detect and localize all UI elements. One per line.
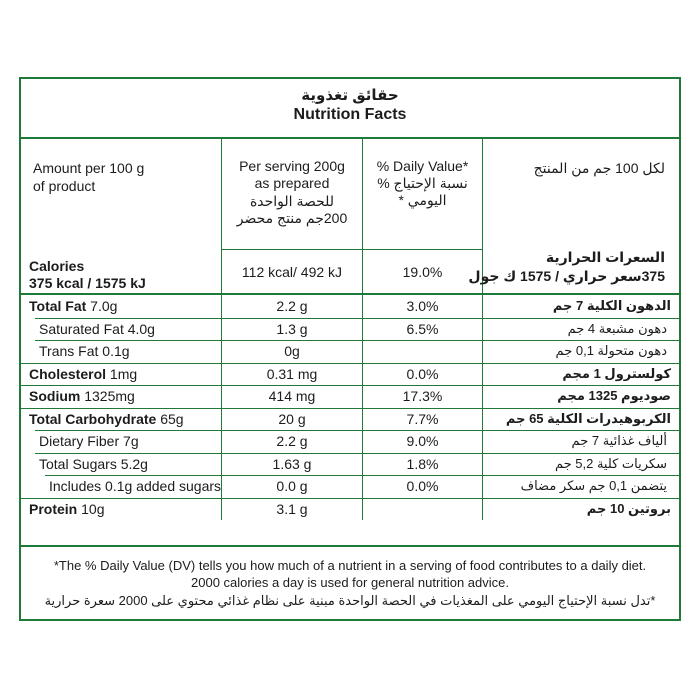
- nutrient-amount: 1mg: [106, 365, 138, 382]
- title-arabic: حقائق تغذوية: [301, 87, 399, 104]
- row-divider: [21, 385, 679, 386]
- serving-label-arabic-line1: للحصة الواحدة: [249, 193, 335, 209]
- nutrient-daily-value: 17.3%: [402, 388, 443, 404]
- serving-label-line1: Per serving 200g: [239, 158, 345, 174]
- nutrient-name-arabic: سكريات كلية 5,2 جم: [554, 455, 667, 471]
- calories-label: Calories: [29, 258, 85, 274]
- amount-per-label-arabic: لكل 100 جم من المنتج: [533, 160, 665, 176]
- nutrient-label: Total Carbohydrate: [29, 410, 157, 427]
- nutrient-name: [29, 501, 104, 517]
- nutrient-amount: 5.2g: [116, 455, 148, 472]
- nutrient-per-serving: 0.31 mg: [266, 365, 318, 382]
- nutrient-name: [49, 478, 221, 494]
- title-english: Nutrition Facts: [293, 106, 407, 123]
- nutrient-name-arabic: ألياف غذائية 7 جم: [571, 433, 667, 448]
- calories-daily-value: 19.0%: [402, 264, 443, 280]
- daily-value-label-arabic-line1: نسبة الإحتياج %: [377, 175, 468, 191]
- nutrient-name-arabic: كولسترول 1 مجم: [562, 365, 671, 381]
- nutrient-label: Total Fat: [29, 298, 87, 314]
- nutrient-per-serving: 0g: [284, 343, 300, 359]
- nutrient-label: Saturated Fat: [39, 320, 124, 337]
- nutrient-label: Trans Fat: [39, 343, 99, 359]
- footnote-english-line2: 2000 calories a day is used for general nutrition advice.: [191, 575, 509, 590]
- nutrient-name-arabic: دهون متحولة 0,1 جم: [555, 343, 667, 358]
- row-divider: [21, 408, 679, 409]
- nutrient-per-serving: 1.63 g: [272, 455, 312, 472]
- nutrient-daily-value: 9.0%: [406, 433, 439, 449]
- row-divider: [21, 363, 679, 364]
- nutrient-amount: 1325mg: [80, 388, 135, 404]
- nutrient-per-serving: 3.1 g: [276, 500, 308, 517]
- nutrient-name: [29, 388, 135, 404]
- nutrient-amount: 0.1g: [98, 343, 130, 359]
- nutrient-name-arabic: دهون مشبعة 4 جم: [567, 320, 667, 336]
- row-divider: [21, 498, 679, 499]
- daily-value-label: % Daily Value*: [376, 158, 469, 174]
- nutrient-per-serving: 20 g: [278, 410, 306, 427]
- row-divider: [35, 318, 679, 319]
- row-column-divider-2: [362, 295, 363, 520]
- nutrient-name: [39, 343, 130, 359]
- nutrient-daily-value: 3.0%: [406, 298, 439, 314]
- row-column-divider-3: [482, 295, 483, 520]
- nutrient-name: [29, 366, 137, 382]
- nutrient-daily-value: 7.7%: [406, 410, 439, 427]
- footnote-arabic: *تدل نسبة الإحتياج اليومي على المغذيات في الحصة الواحدة مبنية على نظام غذائي محتوي على 2000 سعرة حرارية: [44, 593, 656, 608]
- serving-label-line2: as prepared: [254, 175, 330, 191]
- calories-per-serving: 112 kcal/ 492 kJ: [241, 264, 343, 280]
- nutrient-per-serving: 1.3 g: [276, 320, 308, 337]
- nutrient-daily-value: 0.0%: [406, 365, 439, 382]
- nutrient-label: Total Sugars: [39, 455, 117, 472]
- nutrient-name-arabic: يتضمن 0,1 جم سكر مضاف: [520, 478, 667, 493]
- nutrient-name: [39, 456, 148, 472]
- footnote-english-line1: *The % Daily Value (DV) tells you how much of a nutrient in a serving of food contributes to a daily diet.: [53, 558, 647, 573]
- nutrient-amount: 7.0g: [86, 298, 118, 314]
- calories-top-divider: [221, 249, 483, 250]
- nutrient-per-serving: 2.2 g: [276, 433, 308, 449]
- row-divider: [35, 430, 679, 431]
- footnote-divider: [21, 545, 679, 547]
- nutrient-per-serving: 2.2 g: [276, 298, 308, 314]
- amount-per-label-line2: of product: [33, 178, 96, 194]
- title-divider: [21, 137, 679, 139]
- nutrient-per-serving: 0.0 g: [276, 478, 308, 494]
- nutrient-daily-value: 0.0%: [406, 478, 439, 494]
- nutrient-daily-value: 6.5%: [406, 320, 439, 337]
- nutrient-per-serving: 414 mg: [268, 388, 316, 404]
- nutrient-label: Protein: [29, 500, 78, 517]
- calories-label-arabic: السعرات الحرارية: [545, 249, 665, 265]
- nutrient-name-arabic: صوديوم 1325 مجم: [557, 388, 671, 403]
- row-divider: [35, 453, 679, 454]
- nutrient-label: Includes 0.1g added sugars: [49, 478, 222, 494]
- calories-bottom-divider: [21, 293, 679, 295]
- nutrient-name-arabic: الكربوهيدرات الكلية 65 جم: [505, 410, 671, 426]
- nutrient-name: [39, 433, 139, 449]
- nutrient-amount: 4.0g: [123, 320, 155, 337]
- nutrient-name-arabic: بروتين 10 جم: [586, 500, 671, 516]
- nutrient-amount: 7g: [119, 433, 139, 449]
- nutrient-name-arabic: الدهون الكلية 7 جم: [552, 298, 671, 313]
- row-divider: [35, 340, 679, 341]
- nutrition-facts-label: [19, 77, 681, 621]
- nutrient-name: [39, 321, 155, 337]
- nutrient-label: Dietary Fiber: [39, 433, 120, 449]
- nutrient-name: [29, 411, 184, 427]
- row-column-divider-1: [221, 295, 222, 520]
- nutrient-amount: 65g: [156, 410, 184, 427]
- nutrient-label: Cholesterol: [29, 365, 107, 382]
- serving-label-arabic-line2: 200جم منتج محضر: [236, 210, 348, 226]
- calories-value: 375 kcal / 1575 kJ: [29, 275, 146, 291]
- nutrient-daily-value: 1.8%: [406, 455, 439, 472]
- nutrient-amount: 10g: [77, 500, 105, 517]
- amount-per-label-line1: Amount per 100 g: [33, 160, 145, 176]
- nutrient-name: [29, 298, 117, 314]
- calories-value-arabic: 375سعر حراري / 1575 ك جول: [468, 268, 665, 284]
- daily-value-label-arabic-line2: اليومي *: [398, 192, 447, 208]
- nutrient-label: Sodium: [29, 388, 81, 404]
